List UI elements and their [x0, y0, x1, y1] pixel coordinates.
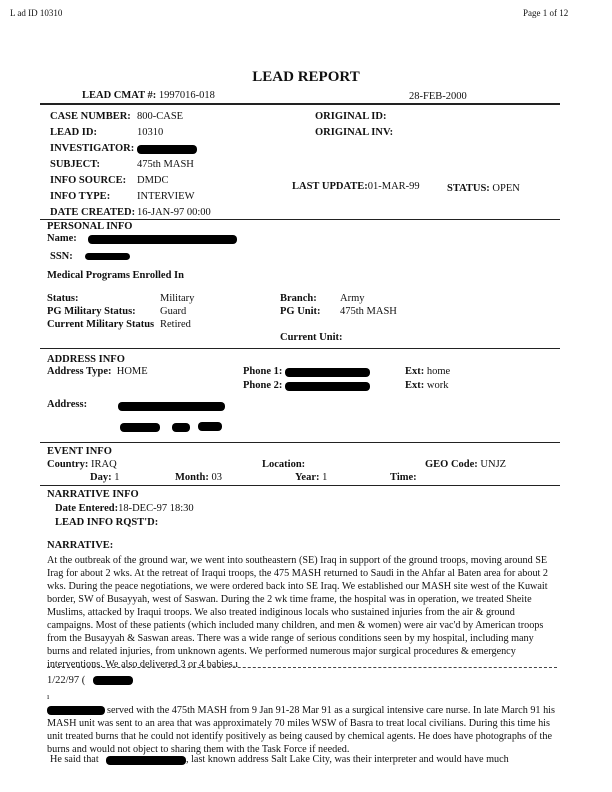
ext2-label: Ext:: [405, 380, 425, 391]
status-label: STATUS:: [447, 183, 490, 194]
status: OPEN: [492, 183, 520, 194]
cmat-label: LEAD CMAT #:: [82, 90, 157, 101]
divider: [40, 485, 560, 486]
narrative-entry-b: He said that: [50, 754, 99, 765]
pg-status-label: PG Military Status:: [47, 306, 136, 317]
ext1: home: [426, 366, 451, 377]
year-label: Year:: [295, 472, 320, 483]
ext2: work: [426, 380, 449, 391]
redaction: [93, 676, 133, 685]
event-heading: EVENT INFO: [47, 446, 112, 457]
investigator-label: INVESTIGATOR:: [50, 143, 135, 154]
geo-label: GEO Code:: [425, 459, 478, 470]
entry-date: 1/22/97 (: [47, 675, 86, 686]
date-created-label: DATE CREATED:: [50, 207, 136, 218]
date-entered-label: Date Entered:: [55, 503, 119, 514]
ssn-label: SSN:: [50, 251, 73, 262]
name-label: Name:: [47, 233, 77, 244]
country: IRAQ: [91, 459, 117, 470]
narrative-heading: NARRATIVE:: [47, 540, 114, 551]
divider: [40, 219, 560, 220]
country-label: Country:: [47, 459, 89, 470]
header-lead-id: L ad ID 10310: [10, 8, 63, 18]
redaction: [285, 368, 370, 377]
cmat-value: 1997016-018: [158, 90, 215, 101]
branch: Army: [340, 293, 365, 304]
redaction: [85, 253, 130, 260]
redaction: [285, 382, 370, 391]
narrative-text: At the outbreak of the ground war, we went into southeastern (SE) Iraq in support of the ground troops, moving around SE Irag for about 2 wks. At the retreat of Iraqui troops, the 475 MASH returned to Saudi in the Ahfar al Baten area for about 2 wks. During the peace negotiations, we were ordered back into SE Iraq. We established our MASH site west of the Kuwait border, SW of Busayyah, west of Saswan. During the 2 wk time frame, the hospital was in operation, we treated Sheite Muslims, attacked by Iraqui troops. We also treated indiginous locals who sustained injuries from the air & ground campaigns. Most of these patients (which included many children, and men & women) were air vac'd by American troops from the Busayyah & Saswan areas. There was a wide range of serious conditions seen by my hospital, including many burns and related injuries, from unknown agents. We performed numerous major surgical procedures & emergency interventions. We also delivered 3 or 4 babies.ı: [47, 555, 549, 670]
report-date: 28-FEB-2000: [409, 91, 467, 102]
lead-id: 10310: [137, 127, 164, 138]
case-number: 800-CASE: [137, 111, 184, 122]
day: 1: [114, 472, 120, 483]
case-number-label: CASE NUMBER:: [50, 111, 131, 122]
address-type-label: Address Type:: [47, 366, 112, 377]
entry-mark: ı: [47, 692, 50, 701]
redaction: [120, 423, 160, 432]
address-heading: ADDRESS INFO: [47, 354, 125, 365]
redaction: [172, 423, 190, 432]
geo: UNJZ: [480, 459, 507, 470]
narrative-entry-c: , last known address Salt Lake City, was their interpreter and would have much: [186, 754, 509, 765]
month: 03: [211, 472, 222, 483]
divider: [40, 103, 560, 105]
cmat: [82, 91, 215, 102]
info-type-label: INFO TYPE:: [50, 191, 111, 202]
medical-label: Medical Programs Enrolled In: [47, 270, 184, 281]
narrative-info-heading: NARRATIVE INFO: [47, 489, 139, 500]
last-update: 01-MAR-99: [367, 181, 420, 192]
divider: [40, 348, 560, 349]
lead-id-label: LEAD ID:: [50, 127, 97, 138]
narrative-entry-text: served with the 475th MASH from 9 Jan 91-28 Mar 91 as a surgical intensive care nurse. In late March 91 his MASH unit was sent to an area that was approximately 70 miles WSW of Basra to treat local civilians. During this time his unit treated burns that he could not identify positively as being caused by chemical agents. He does have photographs of the burns and would not object to sharing them with the Task Force if needed.: [47, 705, 555, 755]
ext1-label: Ext:: [405, 366, 425, 377]
year: 1: [322, 472, 328, 483]
status-label: Status:: [47, 293, 79, 304]
original-id-label: ORIGINAL ID:: [315, 111, 387, 122]
day-label: Day:: [90, 472, 112, 483]
pg-unit-label: PG Unit:: [280, 306, 321, 317]
pg-unit: 475th MASH: [340, 306, 397, 317]
subject-label: SUBJECT:: [50, 159, 100, 170]
phone1-label: Phone 1:: [243, 366, 283, 377]
divider: [40, 442, 560, 443]
current-unit-label: Current Unit:: [280, 332, 343, 343]
page-number: Page 1 of 12: [523, 8, 569, 18]
branch-label: Branch:: [280, 293, 317, 304]
phone2-label: Phone 2:: [243, 380, 283, 391]
date-entered: 18-DEC-97 18:30: [118, 503, 194, 514]
redaction: [118, 402, 225, 411]
redaction: [88, 235, 237, 244]
month-label: Month:: [175, 472, 209, 483]
subject: 475th MASH: [137, 159, 194, 170]
address-label: Address:: [47, 399, 88, 410]
page-title: LEAD REPORT: [252, 69, 360, 85]
original-inv-label: ORIGINAL INV:: [315, 127, 394, 138]
address-type: HOME: [116, 366, 148, 377]
lead-info-rqst-label: LEAD INFO RQST'D:: [55, 517, 159, 528]
date-created: 16-JAN-97 00:00: [137, 207, 211, 218]
current-status-label: Current Military Status: [47, 319, 155, 330]
redaction: [106, 756, 186, 765]
last-update-label: LAST UPDATE:: [292, 181, 368, 192]
info-source-label: INFO SOURCE:: [50, 175, 127, 186]
info-source: DMDC: [137, 175, 169, 186]
personal-heading: PERSONAL INFO: [47, 221, 133, 232]
info-type: INTERVIEW: [137, 191, 195, 202]
military-status: Military: [160, 293, 195, 304]
dashed-divider: [47, 667, 557, 668]
redaction: [198, 422, 222, 431]
current-status: Retired: [160, 319, 191, 330]
redaction: [137, 145, 197, 154]
location-label: Location:: [262, 459, 306, 470]
time-label: Time:: [390, 472, 417, 483]
pg-status: Guard: [160, 306, 187, 317]
